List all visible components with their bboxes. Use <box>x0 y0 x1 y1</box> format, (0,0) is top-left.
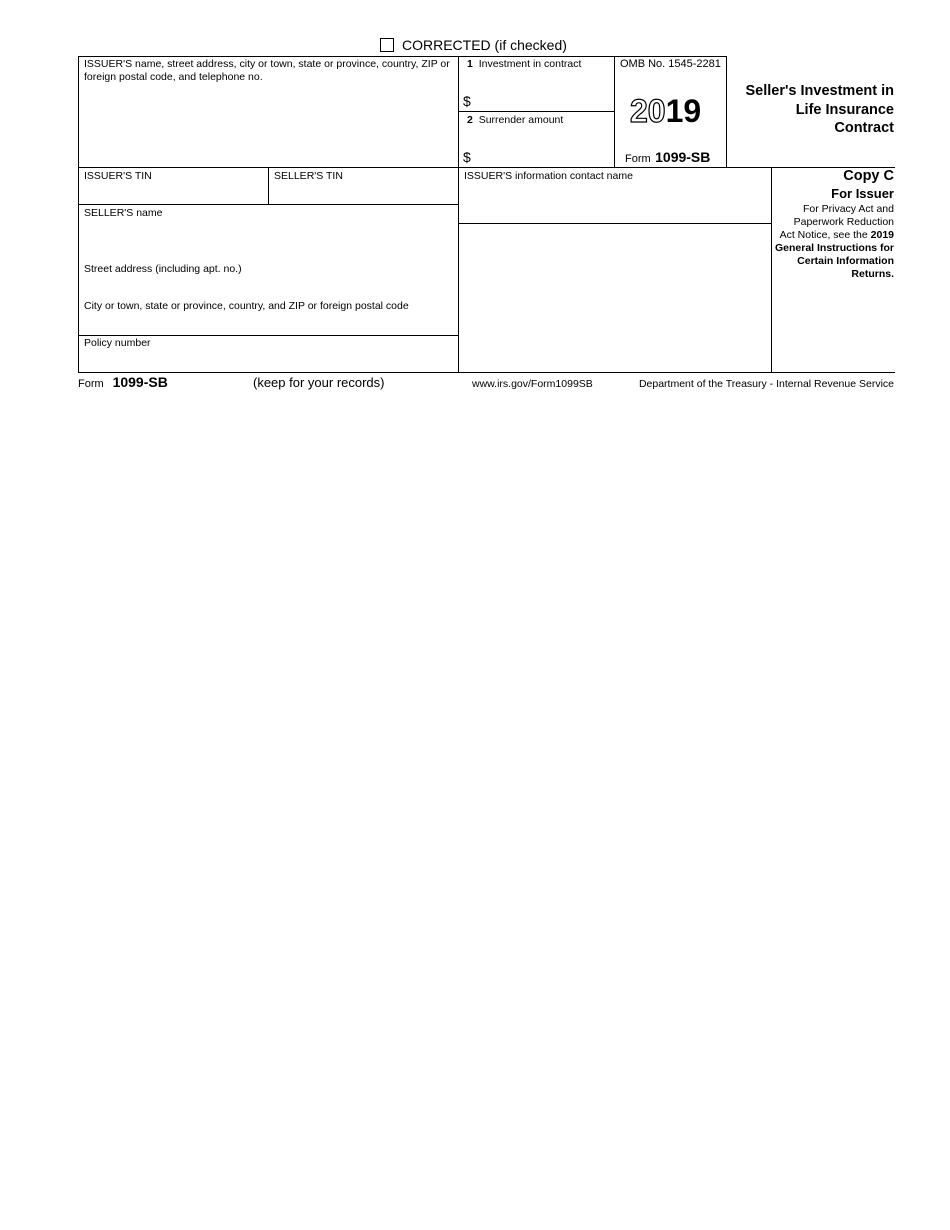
form-title-line-2: Life Insurance <box>795 101 894 118</box>
policy-number-label: Policy number <box>84 337 151 349</box>
copy-panel <box>766 167 894 281</box>
form-number-top: 1099-SB <box>655 149 711 165</box>
corrected-checkbox[interactable] <box>380 38 394 52</box>
form-name-top <box>625 149 710 167</box>
footer-department: Department of the Treasury - Internal Revenue Service <box>638 378 894 390</box>
issuer-tin-field[interactable] <box>79 184 267 203</box>
box2-label <box>467 114 563 127</box>
contact-name-label: ISSUER'S information contact name <box>464 170 633 182</box>
form-title-line-1: Seller's Investment in <box>745 83 894 99</box>
copy-notice-line-5: Certain Information <box>797 255 894 267</box>
tax-year-solid: 19 <box>665 93 702 129</box>
copy-notice-line-4: General Instructions for <box>774 242 894 254</box>
form-top-border <box>78 56 726 57</box>
policy-number-field[interactable] <box>79 351 457 371</box>
divider-box1-omb <box>614 56 615 167</box>
box1-box2-divider <box>458 111 614 112</box>
seller-tin-field[interactable] <box>269 184 457 203</box>
box2-text: Surrender amount <box>478 114 564 126</box>
copy-notice-year: 2019 <box>870 229 894 241</box>
copy-notice-line-3a: Act Notice, see the <box>779 229 871 241</box>
divider-omb-title <box>726 56 727 167</box>
omb-number: OMB No. 1545-2281 <box>620 58 721 70</box>
box1-amount-field[interactable] <box>475 88 611 108</box>
contact-name-field[interactable] <box>459 184 770 222</box>
seller-name-field[interactable] <box>79 221 457 261</box>
city-label: City or town, state or province, country, and ZIP or foreign postal code <box>84 300 409 312</box>
issuer-name-label: ISSUER'S name, street address, city or town, state or province, country, ZIP or foreign postal code, and telephone no. <box>84 58 450 83</box>
issuer-name-field[interactable] <box>79 85 457 166</box>
form-prefix-top: Form <box>625 153 651 165</box>
copy-notice <box>766 203 894 281</box>
box1-number: 1 <box>467 58 473 70</box>
tin-row-bottom <box>78 204 458 205</box>
box1-text: Investment in contract <box>478 58 582 70</box>
issuer-tin-label: ISSUER'S TIN <box>84 170 152 182</box>
footer-form-number: 1099-SB <box>112 374 168 390</box>
contact-box-bottom <box>458 223 771 224</box>
box2-amount-field[interactable] <box>475 144 611 164</box>
street-address-field[interactable] <box>79 277 457 298</box>
box2-dollar-sign: $ <box>463 149 471 165</box>
box2-number: 2 <box>467 114 473 126</box>
box1-label <box>467 58 581 71</box>
policy-top-line <box>78 335 458 336</box>
copy-notice-line-6: Returns. <box>851 268 894 280</box>
footer-form-prefix: Form <box>78 378 104 390</box>
form-title <box>728 82 894 138</box>
copy-notice-line-2: Paperwork Reduction <box>793 216 894 228</box>
box1-dollar-sign: $ <box>463 93 471 109</box>
tax-year-outline: 20 <box>630 93 666 129</box>
footer-form-name <box>78 374 168 392</box>
copy-subtitle: For Issuer <box>831 186 894 201</box>
form-title-line-3: Contract <box>834 120 894 136</box>
form-bottom-border <box>78 372 895 373</box>
corrected-label: CORRECTED (if checked) <box>402 37 567 53</box>
footer-keep-records: (keep for your records) <box>253 375 385 390</box>
copy-notice-line-3 <box>766 229 894 242</box>
seller-name-label: SELLER'S name <box>84 207 163 219</box>
copy-notice-line-1: For Privacy Act and <box>802 203 894 215</box>
tax-year <box>630 93 701 129</box>
city-field[interactable] <box>79 314 457 334</box>
street-address-label: Street address (including apt. no.) <box>84 263 242 275</box>
footer-irs-url: www.irs.gov/Form1099SB <box>472 378 593 390</box>
seller-tin-label: SELLER'S TIN <box>274 170 343 182</box>
copy-title: Copy C <box>843 168 894 184</box>
